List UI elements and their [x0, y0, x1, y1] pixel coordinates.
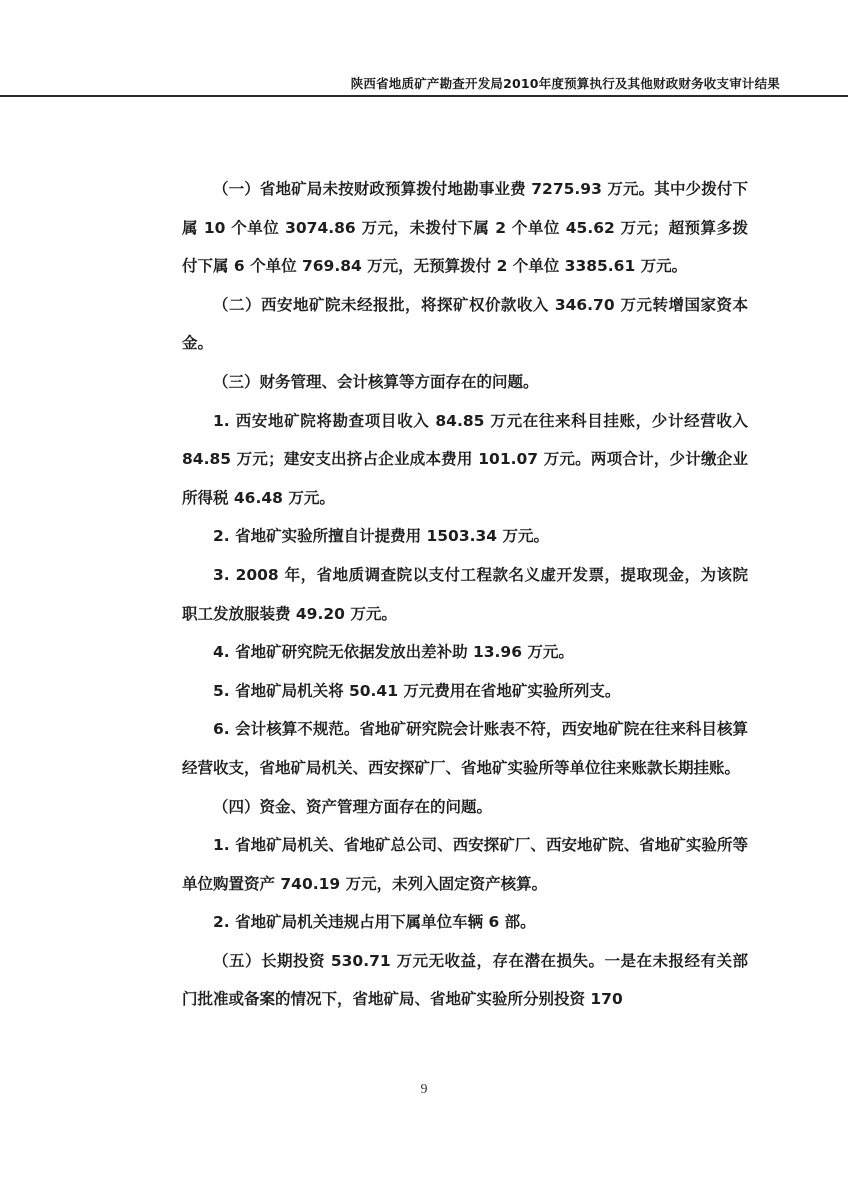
paragraph-6: 3. 2008 年，省地质调查院以支付工程款名义虚开发票，提取现金，为该院职工发放服装费 49.20 万元。	[182, 565, 748, 623]
paragraph-7: 4. 省地矿研究院无依据发放出差补助 13.96 万元。	[213, 643, 574, 662]
paragraph-4: 1. 西安地矿院将勘查项目收入 84.85 万元在往来科目挂账，少计经营收入 84.85 万元；建安支出挤占企业成本费用 101.07 万元。两项合计，少计缴企业所得税 46.48 万元。	[182, 411, 748, 507]
paragraph-11: 1. 省地矿局机关、省地矿总公司、西安探矿厂、西安地矿院、省地矿实验所等单位购置资产 740.19 万元，未列入固定资产核算。	[182, 836, 748, 893]
paragraph-5: 2. 省地矿实验所擅自计提费用 1503.34 万元。	[213, 527, 549, 546]
header-title: 陕西省地质矿产勘查开发局2010年度预算执行及其他财政财务收支审计结果	[350, 76, 780, 91]
paragraph-12: 2. 省地矿局机关违规占用下属单位车辆 6 部。	[213, 913, 536, 932]
paragraph-2: （二）西安地矿院未经报批，将探矿权价款收入 346.70 万元转增国家资本金。	[182, 295, 748, 353]
page-number: 9	[420, 1082, 428, 1097]
header-rule	[0, 95, 848, 97]
paragraph-10: （四）资金、资产管理方面存在的问题。	[213, 797, 493, 816]
body-text	[182, 170, 748, 1019]
paragraph-13: （五）长期投资 530.71 万元无收益，存在潜在损失。一是在未报经有关部门批准或备案的情况下，省地矿局、省地矿实验所分别投资 170	[182, 951, 748, 1009]
page-header	[0, 70, 848, 96]
paragraph-3: （三）财务管理、会计核算等方面存在的问题。	[213, 372, 539, 391]
paragraph-9: 6. 会计核算不规范。省地矿研究院会计账表不符，西安地矿院在往来科目核算经营收支，省地矿局机关、西安探矿厂、省地矿实验所等单位往来账款长期挂账。	[182, 720, 748, 777]
paragraph-1: （一）省地矿局未按财政预算拨付地勘事业费 7275.93 万元。其中少拨付下属 10 个单位 3074.86 万元，未拨付下属 2 个单位 45.62 万元；超预算多拨付下属 6 个单位 769.84 万元，无预算拨付 2 个单位 3385.61 万元。	[182, 180, 748, 276]
paragraph-8: 5. 省地矿局机关将 50.41 万元费用在省地矿实验所列支。	[213, 681, 621, 700]
